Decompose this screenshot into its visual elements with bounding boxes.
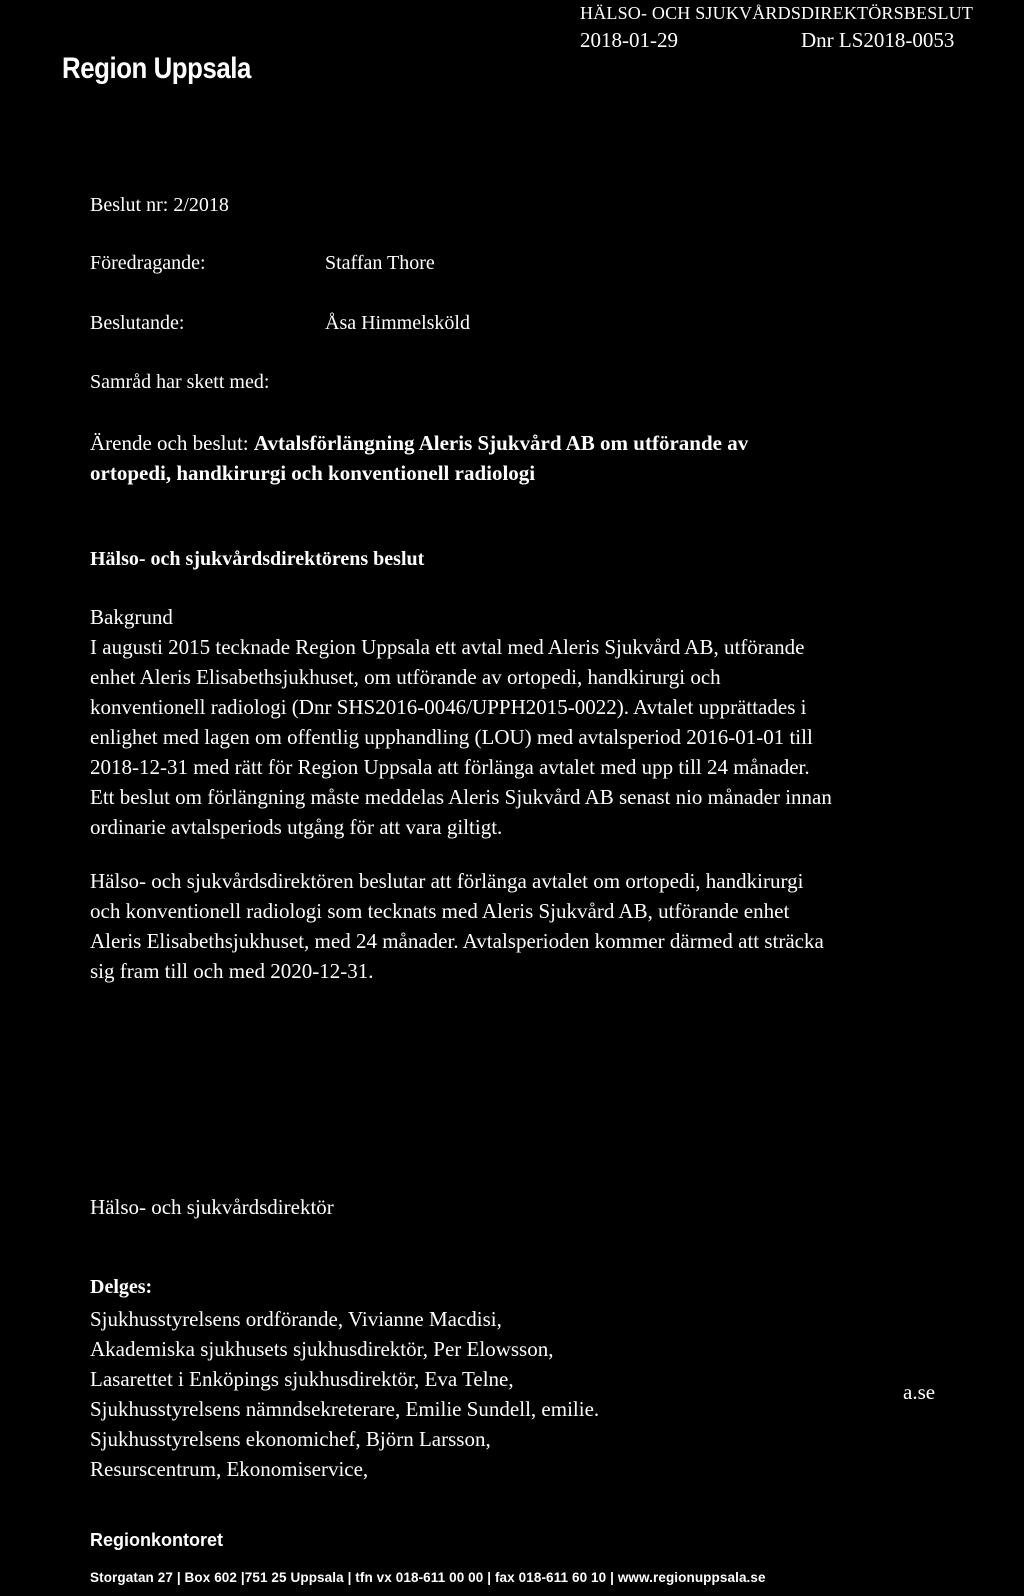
matter-title-line2: ortopedi, handkirurgi och konventionell radiologi: [90, 461, 536, 485]
matter-title: [90, 428, 990, 488]
distribution-list: [90, 1304, 599, 1484]
distribution-heading: Delges:: [90, 1276, 153, 1298]
decision-line: Aleris Elisabethsjukhuset, med 24 månader. Avtalsperioden kommer därmed att sträcka: [90, 929, 824, 953]
decision-paragraph: [90, 866, 990, 986]
section-heading: Hälso- och sjukvårdsdirektörens beslut: [90, 548, 425, 570]
background-heading: Bakgrund: [90, 605, 173, 629]
presenter-label: Föredragande:: [90, 252, 206, 274]
document-dnr: Dnr LS2018-0053: [801, 28, 955, 52]
footer-office-name: Regionkontoret: [90, 1530, 223, 1550]
matter-prefix: Ärende och beslut:: [90, 431, 254, 455]
distribution-item: Akademiska sjukhusets sjukhusdirektör, Per Elowsson,: [90, 1337, 554, 1361]
decision-line: och konventionell radiologi som tecknats med Aleris Sjukvård AB, utförande enhet: [90, 899, 790, 923]
distribution-item: Sjukhusstyrelsens nämndsekreterare, Emilie Sundell, emilie.: [90, 1397, 600, 1421]
consultation-label: Samråd har skett med:: [90, 371, 270, 393]
background-line: enlighet med lagen om offentlig upphandling (LOU) med avtalsperiod 2016-01-01 till: [90, 725, 813, 749]
background-line: ordinarie avtalsperiods utgång för att vara giltigt.: [90, 815, 503, 839]
distribution-item: Lasarettet i Enköpings sjukhusdirektör, Eva Telne,: [90, 1367, 514, 1391]
region-logo: Region Uppsala: [62, 52, 251, 85]
signature-title: Hälso- och sjukvårdsdirektör: [90, 1195, 334, 1219]
background-line: Ett beslut om förlängning måste meddelas Aleris Sjukvård AB senast nio månader innan: [90, 785, 832, 809]
document-date: 2018-01-29: [580, 28, 678, 52]
email-fragment: a.se: [903, 1380, 936, 1404]
matter-title-line1: Avtalsförlängning Aleris Sjukvård AB om utförande av: [253, 431, 749, 455]
footer-address: Storgatan 27 | Box 602 |751 25 Uppsala | tfn vx 018-611 00 00 | fax 018-611 60 10 | www.regionuppsala.se: [90, 1570, 766, 1585]
decider-name: Åsa Himmelsköld: [325, 312, 470, 334]
decision-line: Hälso- och sjukvårdsdirektören beslutar att förlänga avtalet om ortopedi, handkirurgi: [90, 869, 804, 893]
decision-number: Beslut nr: 2/2018: [90, 194, 229, 216]
distribution-item: Sjukhusstyrelsens ordförande, Vivianne Macdisi,: [90, 1307, 502, 1331]
presenter-name: Staffan Thore: [325, 252, 435, 274]
background-line: enhet Aleris Elisabethsjukhuset, om utförande av ortopedi, handkirurgi och: [90, 665, 721, 689]
background-paragraph: [90, 632, 990, 842]
decider-label: Beslutande:: [90, 312, 185, 334]
decision-line: sig fram till och med 2020-12-31.: [90, 959, 374, 983]
background-line: I augusti 2015 tecknade Region Uppsala ett avtal med Aleris Sjukvård AB, utförande: [90, 635, 805, 659]
document-type: HÄLSO- OCH SJUKVÅRDSDIREKTÖRSBESLUT: [580, 3, 974, 23]
distribution-item: Resurscentrum, Ekonomiservice,: [90, 1457, 369, 1481]
distribution-item: Sjukhusstyrelsens ekonomichef, Björn Larsson,: [90, 1427, 491, 1451]
background-line: 2018-12-31 med rätt för Region Uppsala att förlänga avtalet med upp till 24 månader.: [90, 755, 810, 779]
background-line: konventionell radiologi (Dnr SHS2016-0046/UPPH2015-0022). Avtalet upprättades i: [90, 695, 807, 719]
